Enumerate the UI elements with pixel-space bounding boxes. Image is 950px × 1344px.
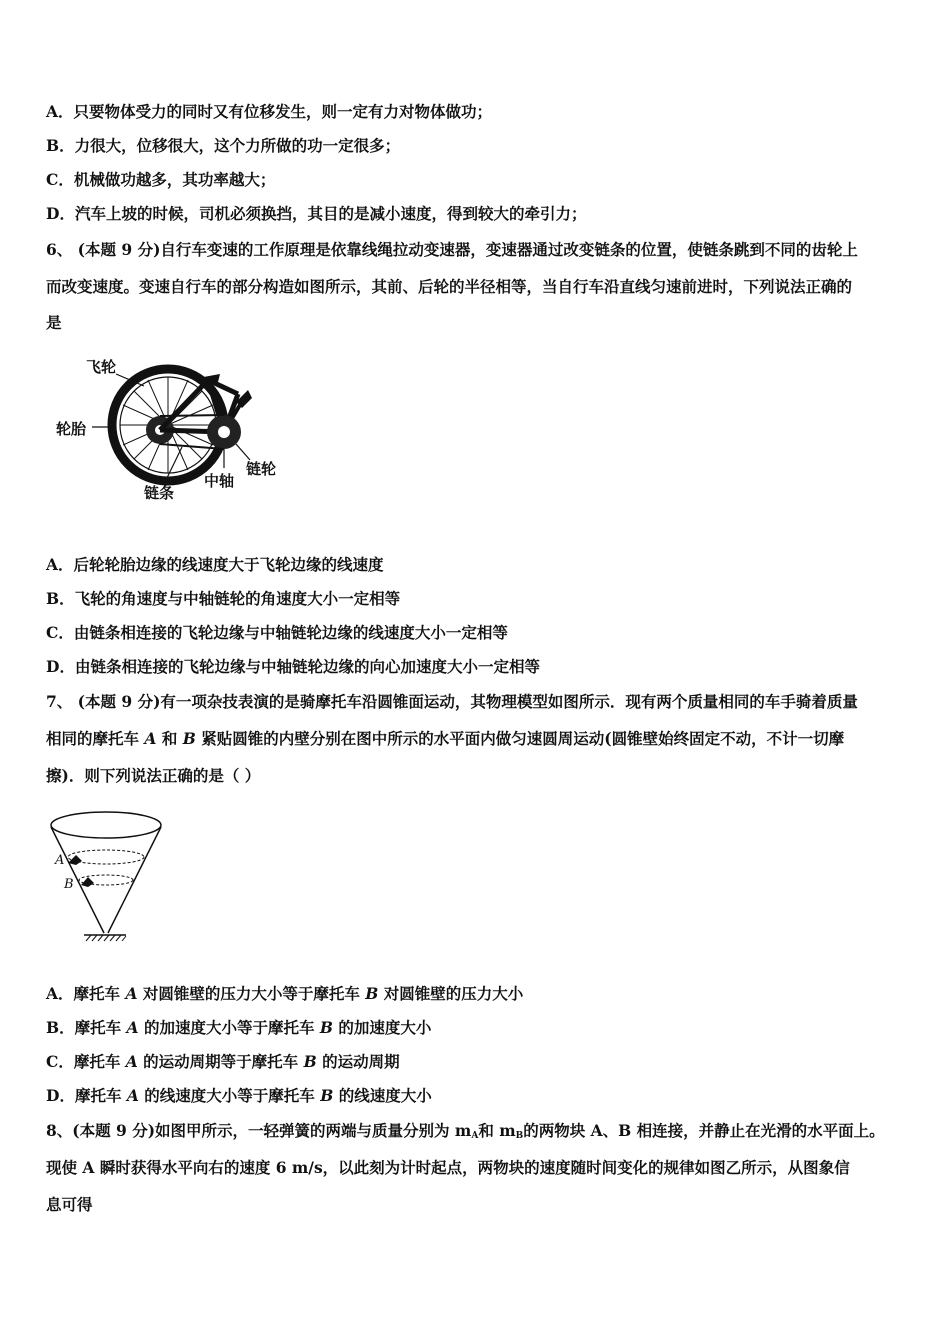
option-text: 的加速度大小 xyxy=(332,1018,432,1037)
q7-text: 相同的摩托车 xyxy=(46,729,145,748)
axle-label: 中轴 xyxy=(204,472,235,490)
option-text: 的加速度大小等于摩托车 xyxy=(138,1018,320,1037)
option-text: 机械做功越多，其功率越大； xyxy=(73,170,276,189)
option-text: 的运动周期等于摩托车 xyxy=(137,1052,304,1071)
q7-option-c xyxy=(46,1052,400,1072)
option-label: A． xyxy=(46,102,74,121)
q8-text: 8、(本题 9 分)如图甲所示，一轻弹簧的两端与质量分别为 m xyxy=(46,1121,472,1140)
q6-option-d xyxy=(46,657,540,677)
q7-text: 和 xyxy=(156,729,183,748)
option-label: B． xyxy=(46,589,75,608)
option-label: C． xyxy=(46,1052,74,1071)
option-text: 摩托车 xyxy=(73,1052,126,1071)
cone-label-a: A xyxy=(55,853,65,868)
var-b: B xyxy=(303,1052,317,1071)
var-a: A xyxy=(126,1086,139,1105)
option-label: D． xyxy=(46,657,75,676)
q8-text: 的两物块 A、B 相连接，并静止在光滑的水平面上。 xyxy=(523,1121,885,1140)
q6-stem-line3: 是 xyxy=(46,313,62,332)
option-label: C． xyxy=(46,170,74,189)
option-text: 汽车上坡的时候，司机必须换挡，其目的是减小速度，得到较大的牵引力； xyxy=(74,204,587,223)
q7-option-d xyxy=(46,1086,432,1106)
var-a: A xyxy=(125,1052,138,1071)
option-label: C． xyxy=(46,623,74,642)
bicycle-figure xyxy=(48,350,298,510)
var-a: A xyxy=(125,984,138,1003)
q6-option-a xyxy=(46,555,384,575)
var-b: B xyxy=(365,984,379,1003)
option-text: 摩托车 xyxy=(73,984,126,1003)
q5-option-d xyxy=(46,204,586,224)
tire-label: 轮胎 xyxy=(56,420,87,438)
q7-stem-line2 xyxy=(46,729,844,749)
chain-label: 链条 xyxy=(144,484,175,502)
option-text: 的线速度大小等于摩托车 xyxy=(138,1086,321,1105)
q5-option-c xyxy=(46,170,275,190)
var-b: B xyxy=(320,1086,334,1105)
option-label: B． xyxy=(46,136,75,155)
q5-option-a xyxy=(46,102,492,122)
subscript-a: A xyxy=(471,1131,479,1141)
option-text: 由链条相连接的飞轮边缘与中轴链轮边缘的线速度大小一定相等 xyxy=(73,623,508,642)
q6-option-b xyxy=(46,589,400,609)
q5-option-b xyxy=(46,136,400,156)
option-label: A． xyxy=(46,555,74,574)
q6-option-c xyxy=(46,623,508,643)
var-a: A xyxy=(126,1018,139,1037)
option-text: 的线速度大小 xyxy=(333,1086,432,1105)
q7-stem-line3: 擦)．则下列说法正确的是（ ） xyxy=(46,766,261,785)
option-text: 的运动周期 xyxy=(316,1052,400,1071)
q7-stem-line1: 7、 (本题 9 分)有一项杂技表演的是骑摩托车沿圆锥面运动，其物理模型如图所示．现有两个质量相同的车手骑着质量 xyxy=(46,692,858,711)
q8-stem-line1 xyxy=(46,1121,885,1146)
option-label: D． xyxy=(46,1086,75,1105)
option-text: 飞轮的角速度与中轴链轮的角速度大小一定相等 xyxy=(74,589,401,608)
option-text: 对圆锥壁的压力大小等于摩托车 xyxy=(137,984,366,1003)
q6-stem-line2: 而改变速度。变速自行车的部分构造如图所示，其前、后轮的半径相等，当自行车沿直线匀速前进时，下列说法正确的 xyxy=(46,277,853,296)
option-text: 摩托车 xyxy=(74,1086,127,1105)
option-text: 摩托车 xyxy=(74,1018,127,1037)
option-text: 后轮轮胎边缘的线速度大于飞轮边缘的线速度 xyxy=(73,555,384,574)
q7-text: 紧贴圆锥的内壁分别在图中所示的水平面内做匀速圆周运动(圆锥壁始终固定不动，不计一切摩 xyxy=(195,729,845,748)
q8-stem-line2: 现使 A 瞬时获得水平向右的速度 6 m/s，以此刻为计时起点，两物块的速度随时间变化的规律如图乙所示，从图象信 xyxy=(46,1158,850,1177)
q7-option-b xyxy=(46,1018,431,1038)
flywheel-label: 飞轮 xyxy=(86,358,117,376)
q8-text: 和 m xyxy=(478,1121,516,1140)
cone-label-b: B xyxy=(64,877,74,892)
option-text: 只要物体受力的同时又有位移发生，则一定有力对物体做功； xyxy=(73,102,493,121)
q7-option-a xyxy=(46,984,523,1004)
option-text: 力很大，位移很大，这个力所做的功一定很多； xyxy=(74,136,401,155)
option-text: 由链条相连接的飞轮边缘与中轴链轮边缘的向心加速度大小一定相等 xyxy=(74,657,540,676)
sprocket-label: 链轮 xyxy=(246,460,277,478)
var-b: B xyxy=(319,1018,333,1037)
cone-diagram-icon xyxy=(46,805,171,945)
subscript-b: B xyxy=(515,1131,524,1141)
q8-stem-line3: 息可得 xyxy=(46,1195,93,1214)
var-a: A xyxy=(144,729,157,748)
cone-figure xyxy=(46,805,171,945)
option-text: 对圆锥壁的压力大小 xyxy=(378,984,524,1003)
option-label: A． xyxy=(46,984,74,1003)
option-label: B． xyxy=(46,1018,75,1037)
q6-stem-line1: 6、 (本题 9 分)自行车变速的工作原理是依靠线绳拉动变速器，变速器通过改变链条的位置，使链条跳到不同的齿轮上 xyxy=(46,240,858,259)
option-label: D． xyxy=(46,204,75,223)
var-b: B xyxy=(182,729,196,748)
